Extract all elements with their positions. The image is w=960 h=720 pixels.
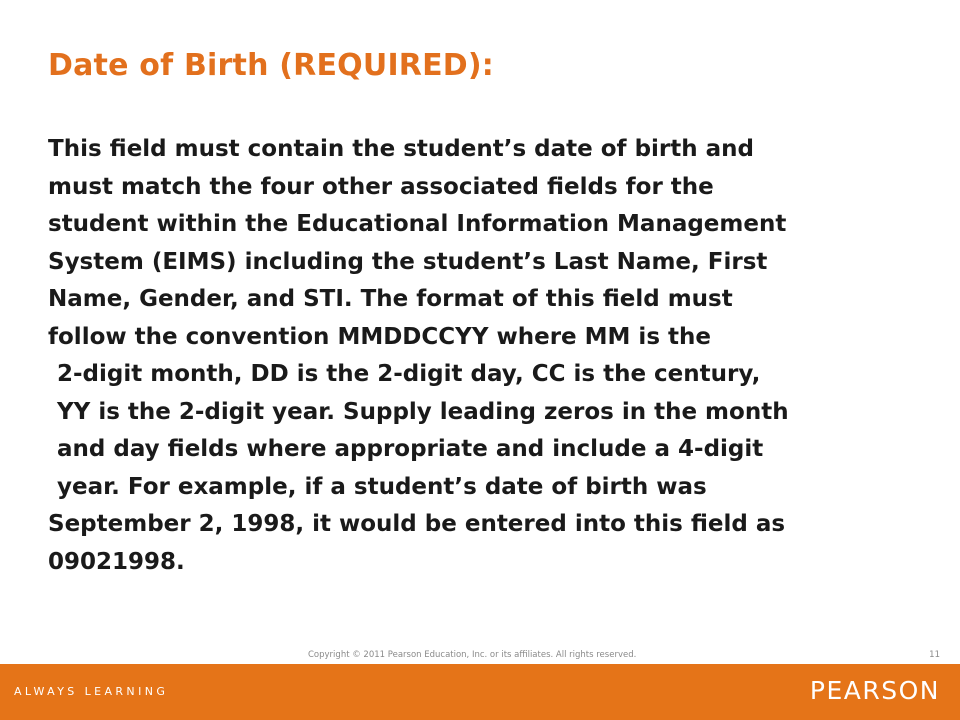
pearson-logo: PEARSON [809, 676, 940, 705]
footer-bar [0, 664, 960, 720]
copyright-notice: Copyright © 2011 Pearson Education, Inc. or its affiliates. All rights reserved. [308, 650, 637, 660]
body-line: 2-digit month, DD is the 2-digit day, CC is the century, [57, 361, 761, 387]
body-text [48, 131, 928, 581]
body-line: 09021998. [48, 548, 185, 575]
body-line: must match the four other associated fields for the [48, 173, 714, 200]
body-line: YY is the 2-digit year. Supply leading zeros in the month [57, 398, 789, 425]
body-line: student within the Educational Information Management [48, 211, 787, 237]
tagline: ALWAYS LEARNING [14, 685, 169, 698]
body-line: September 2, 1998, it would be entered into this field as [48, 511, 786, 537]
body-line: follow the convention MMDDCCYY where MM is the [48, 323, 711, 350]
body-line: and day fields where appropriate and include a 4-digit [57, 436, 764, 462]
body-line: year. For example, if a student’s date of birth was [57, 473, 707, 500]
page-number: 11 [929, 650, 940, 660]
body-line: System (EIMS) including the student’s Last Name, First [48, 248, 768, 275]
body-line: Name, Gender, and STI. The format of this field must [48, 286, 733, 312]
body-line: This field must contain the student’s date of birth and [48, 136, 754, 162]
slide-title: Date of Birth (REQUIRED): [48, 48, 495, 83]
